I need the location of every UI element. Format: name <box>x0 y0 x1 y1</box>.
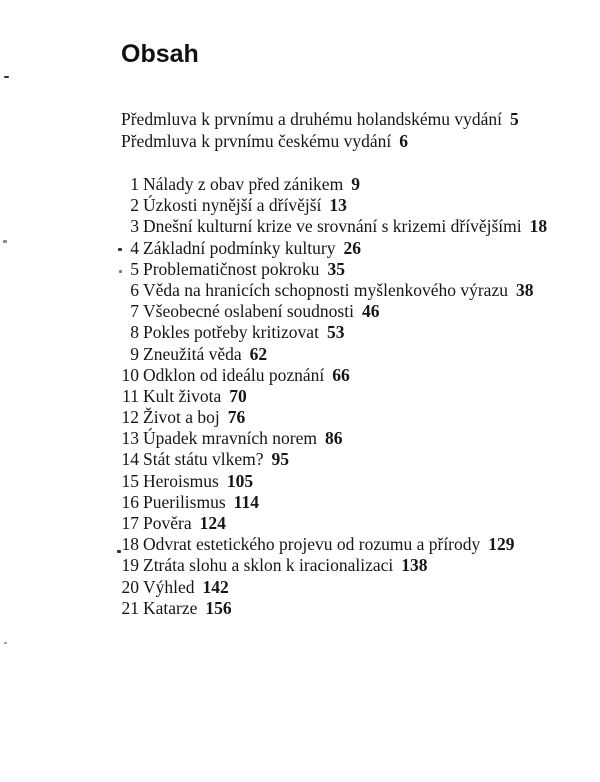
chapter-page: 124 <box>199 513 226 533</box>
scan-speck <box>117 550 121 553</box>
scan-speck <box>118 248 122 251</box>
chapter-page: 66 <box>332 364 350 385</box>
toc-chapter-entry <box>112 195 572 216</box>
chapter-page: 35 <box>327 258 345 279</box>
chapter-title: Výhled <box>143 576 195 597</box>
scan-speck <box>119 270 122 273</box>
chapter-page: 46 <box>361 301 380 322</box>
toc-chapter-entry <box>112 598 572 619</box>
scan-speck <box>4 76 9 78</box>
chapter-page: 18 <box>529 216 548 237</box>
toc-chapter-entry <box>112 238 572 259</box>
chapter-number: 11 <box>122 385 139 406</box>
toc-chapter-entry <box>112 280 572 301</box>
chapter-page: 142 <box>202 576 229 597</box>
toc-chapter-entry <box>112 216 572 237</box>
preface-list <box>121 108 519 152</box>
toc-chapter-entry <box>112 322 572 343</box>
toc-chapter-entry <box>112 407 572 428</box>
chapter-page: 86 <box>324 428 343 449</box>
chapter-page: 13 <box>329 195 347 216</box>
chapter-number: 5 <box>130 258 139 279</box>
chapter-page: 70 <box>229 385 247 406</box>
chapter-page: 9 <box>351 174 360 194</box>
toc-chapter-entry <box>112 577 572 598</box>
toc-chapter-entry <box>112 259 572 280</box>
toc-chapter-entry <box>112 365 572 386</box>
toc-chapter-entry <box>112 301 572 322</box>
chapter-title: Problematičnost pokroku <box>143 258 320 279</box>
chapter-list <box>112 174 572 619</box>
chapter-number: 19 <box>121 555 139 576</box>
toc-chapter-entry <box>112 555 572 576</box>
chapter-title: Ztráta slohu a sklon k iracionalizaci <box>143 555 394 576</box>
chapter-title: Dnešní kulturní krize ve srovnání s krizemi dřívějšími <box>143 216 522 237</box>
chapter-page: 26 <box>343 237 361 258</box>
chapter-number: 20 <box>121 576 139 597</box>
page-title: Obsah <box>121 40 199 68</box>
chapter-number: 12 <box>121 407 139 428</box>
entry-page: 6 <box>399 131 408 151</box>
chapter-page: 38 <box>515 279 534 300</box>
chapter-number: 8 <box>130 322 139 343</box>
scan-speck <box>3 240 7 243</box>
chapter-number: 21 <box>121 597 139 618</box>
chapter-title: Pověra <box>143 513 192 533</box>
toc-chapter-entry <box>112 513 572 534</box>
chapter-page: 62 <box>249 343 268 364</box>
entry-label: Předmluva k prvnímu a druhému holandskému vydání <box>121 109 503 129</box>
chapter-page: 114 <box>233 491 259 512</box>
toc-chapter-entry <box>112 386 572 407</box>
toc-chapter-entry <box>112 174 572 195</box>
chapter-title: Nálady z obav před zánikem <box>143 174 344 194</box>
chapter-page: 105 <box>226 470 254 491</box>
chapter-title: Katarze <box>143 597 198 618</box>
chapter-number: 2 <box>130 195 139 216</box>
toc-chapter-entry <box>112 449 572 470</box>
entry-page: 5 <box>510 109 519 129</box>
chapter-title: Věda na hranicích schopnosti myšlenkového výrazu <box>143 279 508 300</box>
chapter-number: 18 <box>121 534 139 555</box>
chapter-number: 10 <box>121 364 139 385</box>
chapter-title: Pokles potřeby kritizovat <box>143 322 319 343</box>
chapter-page: 76 <box>227 407 246 428</box>
toc-preface-entry <box>121 130 519 152</box>
chapter-title: Úzkosti nynější a dřívější <box>143 195 322 216</box>
toc-chapter-entry <box>112 534 572 555</box>
chapter-page: 53 <box>326 322 345 343</box>
chapter-page: 138 <box>401 555 428 576</box>
chapter-number: 6 <box>130 279 139 300</box>
chapter-title: Stát státu vlkem? <box>143 449 264 470</box>
chapter-number: 17 <box>121 513 139 533</box>
chapter-title: Všeobecné oslabení soudnosti <box>143 301 354 322</box>
chapter-title: Život a boj <box>143 407 220 428</box>
chapter-title: Odvrat estetického projevu od rozumu a přírody <box>143 534 481 555</box>
chapter-page: 156 <box>205 597 232 618</box>
chapter-number: 3 <box>130 216 139 237</box>
chapter-number: 9 <box>130 343 139 364</box>
chapter-title: Úpadek mravních norem <box>143 428 317 449</box>
chapter-page: 129 <box>488 534 515 555</box>
chapter-number: 13 <box>121 428 139 449</box>
toc-preface-entry <box>121 108 519 130</box>
chapter-number: 4 <box>130 237 139 258</box>
chapter-number: 15 <box>121 470 139 491</box>
toc-chapter-entry <box>112 428 572 449</box>
chapter-number: 14 <box>121 449 139 470</box>
chapter-title: Odklon od ideálu poznání <box>143 364 325 385</box>
chapter-title: Kult života <box>143 385 222 406</box>
chapter-page: 95 <box>271 449 290 470</box>
chapter-number: 1 <box>130 174 139 194</box>
chapter-number: 16 <box>121 491 139 512</box>
chapter-title: Heroismus <box>143 470 219 491</box>
chapter-title: Puerilismus <box>143 491 226 512</box>
entry-label: Předmluva k prvnímu českému vydání <box>121 131 392 151</box>
toc-chapter-entry <box>112 344 572 365</box>
scan-speck <box>4 642 7 644</box>
toc-chapter-entry <box>112 492 572 513</box>
chapter-title: Základní podmínky kultury <box>143 237 336 258</box>
chapter-title: Zneužitá věda <box>143 343 242 364</box>
chapter-number: 7 <box>130 301 139 322</box>
toc-chapter-entry <box>112 471 572 492</box>
